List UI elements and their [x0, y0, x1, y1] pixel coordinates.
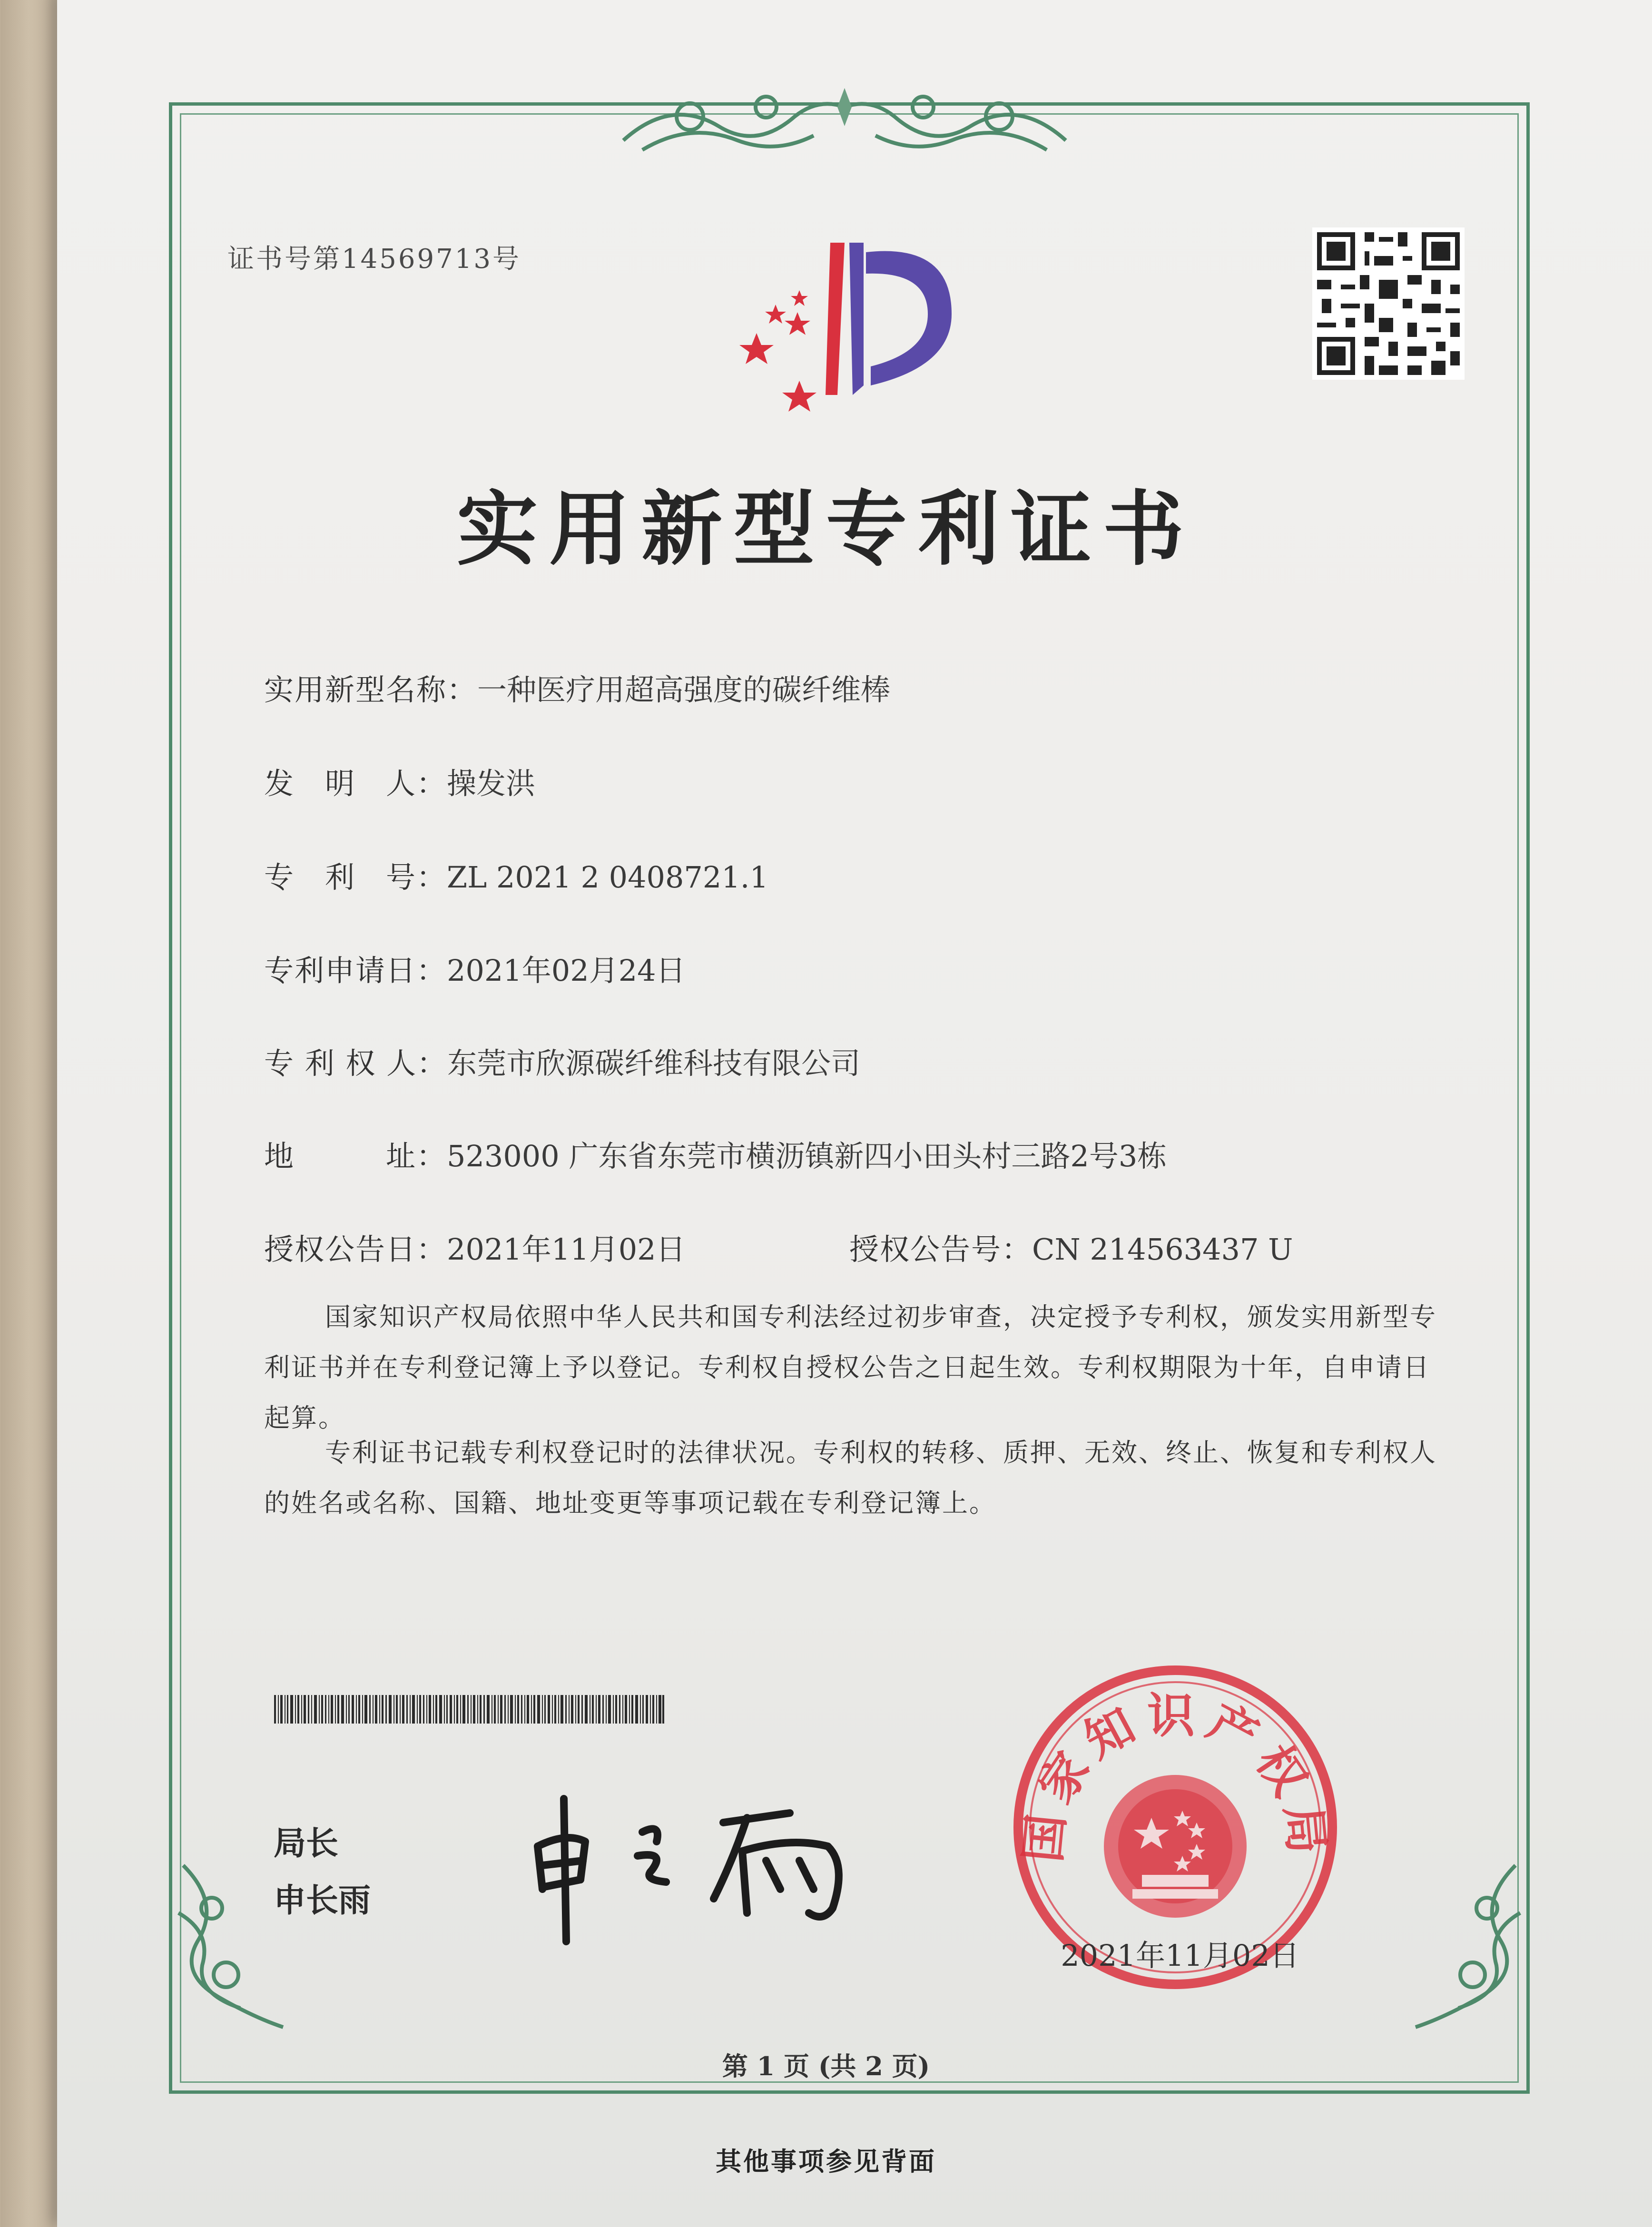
address-value: 523000 广东省东莞市横沥镇新四小田头村三路2号3栋: [447, 1139, 1167, 1173]
patentee-row: [264, 1040, 860, 1082]
address-row: [264, 1133, 1167, 1175]
seal-text: 国家知识产权局: [1014, 1687, 1337, 1865]
inventor-row: [264, 760, 535, 802]
announcement-number-label: 授权公告号：: [849, 1232, 1032, 1267]
announcement-date-value: 2021年11月02日: [447, 1232, 686, 1267]
legal-status-paragraph: 专利证书记载专利权登记时的法律状况。专利权的转移、质押、无效、终止、恢复和专利权人的姓名或名称、国籍、地址变更等事项记载在专利登记簿上。: [264, 1438, 1437, 1518]
top-scroll-ornament: [614, 79, 1075, 159]
utility-model-name-value: 一种医疗用超高强度的碳纤维棒: [477, 672, 891, 707]
barcode: [274, 1695, 664, 1724]
announcement-number-row: [849, 1226, 1293, 1268]
inventor-label: 发 明 人：: [264, 766, 447, 801]
announcement-number-value: CN 214563437 U: [1032, 1232, 1293, 1267]
filing-date-label: 专利申请日：: [264, 953, 447, 988]
announcement-date-label: 授权公告日：: [264, 1232, 447, 1267]
patentee-label: 专 利 权 人：: [264, 1046, 448, 1081]
grant-paragraph: 国家知识产权局依照中华人民共和国专利法经过初步审查，决定授予专利权，颁发实用新型专利证书并在专利登记簿上予以登记。专利权自授权公告之日起生效。专利权期限为十年，自申请日起算。: [264, 1302, 1437, 1433]
patent-number-row: [264, 854, 768, 896]
patentee-value: 东莞市欣源碳纤维科技有限公司: [447, 1046, 861, 1081]
page-indicator: 第 1 页 (共 2 页): [722, 2051, 930, 2081]
announcement-date-row: [264, 1226, 686, 1268]
patent-number-value: ZL 2021 2 0408721.1: [447, 860, 768, 895]
filing-date-row: [264, 947, 686, 989]
utility-model-name-row: [264, 666, 890, 709]
cnipa-logo-icon: [728, 224, 975, 414]
filing-date-value: 2021年02月24日: [447, 953, 686, 988]
certificate-number: 证书号第14569713号: [227, 244, 521, 275]
certificate-title: 实用新型专利证书: [456, 482, 1195, 577]
director-signature: [523, 1780, 866, 1951]
director-name: 申长雨: [274, 1882, 371, 1920]
address-label: 地 址：: [264, 1139, 447, 1173]
bottom-right-corner-ornament: [1406, 1856, 1530, 2037]
seal-date: 2021年11月02日: [1061, 1938, 1299, 1973]
utility-model-name-label: 实用新型名称：: [264, 672, 478, 707]
patent-number-label: 专 利 号：: [264, 860, 447, 895]
see-reverse-note: 其他事项参见背面: [716, 2146, 936, 2177]
inventor-value: 操发洪: [447, 766, 536, 801]
director-title: 局长: [274, 1825, 339, 1862]
qr-code: [1312, 227, 1465, 380]
